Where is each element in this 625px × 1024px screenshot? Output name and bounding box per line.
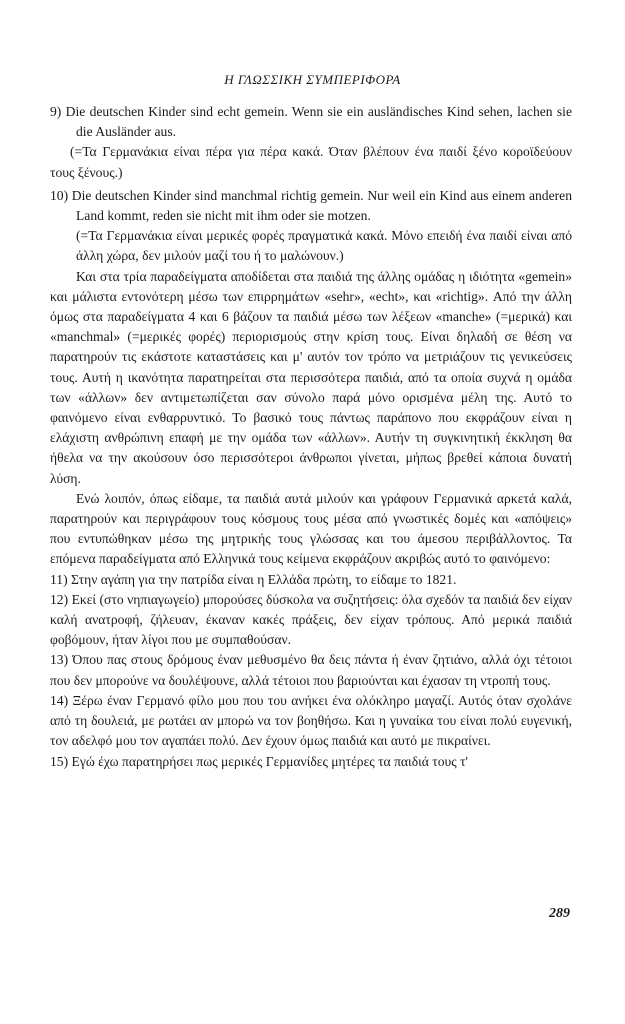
example-13: 13) Όπου πας στους δρόμους έναν μεθυσμένο θα δεις πάντα ή έναν ζητιάνο, αλλά όχι τέτοιοι που δεν μπορούνε να δουλέψουνε, αλλά τέτοιοι που βαριούνται και έχασαν τη ντροπή τους. [50,652,572,688]
running-head: Η ΓΛΩΣΣΙΚΗ ΣΥΜΠΕΡΙΦΟΡΑ [224,72,401,87]
example-14: 14) Ξέρω έναν Γερμανό φίλο μου που του ανήκει ένα ολόκληρο μαγαζί. Αυτός όταν σχολάνε από τη δουλειά, με ρωτάει αν μπορώ να τον βοηθήσω. Και η γυναίκα του είναι πολύ ευγενική, τον αδελφό μου τον αγαπάει πολύ. Δεν έχουν όμως παιδιά και αυτό με πικραίνει. [50,692,572,749]
example-10-german: 10) Die deutschen Kinder sind manchmal richtig gemein. Nur weil ein Kind aus einem anderen Land kommt, reden sie nicht mit ihm oder sie motzen. [50,187,572,224]
example-15: 15) Εγώ έχω παρατηρήσει πως μερικές Γερμανίδες μητέρες τα παιδιά τους τ' [50,753,468,769]
example-9-translation: (=Τα Γερμανάκια είναι πέρα για πέρα κακά. Όταν βλέπουν ένα παιδί ξένο κοροϊδεύουν τους ξένους.) [50,144,572,180]
page-number: 289 [549,906,570,921]
example-9-german: 9) Die deutschen Kinder sind echt gemein. Wenn sie ein ausländisches Kind sehen, lachen sie die Ausländer aus. [50,104,572,140]
paragraph-introduction: Ενώ λοιπόν, όπως είδαμε, τα παιδιά αυτά μιλούν και γράφουν Γερμανικά αρκετά καλά, παρατηρούν και περιγράφουν τους κόσμους τους μέσα από γνωστικές δομές και «απόψεις» που εντυπώθηκαν μέσω της μητρικής τους γλώσσας και του άμεσου περιβάλλοντος. Τα επόμενα παραδείγματα από Ελληνικά τους κείμενα εκφράζουν ακριβώς αυτό το φαινόμενο: [50,490,572,567]
example-12: 12) Εκεί (στο νηπιαγωγείο) μπορούσες δύσκολα να συζητήσεις: όλα σχεδόν τα παιδιά δεν είχαν καλή ανατροφή, ζήλευαν, έκαναν κακές πράξεις, δεν είχαν τρόπους. Από μερικά παιδιά φοβόμουν, ήταν λίγοι που με συμπαθούσαν. [50,591,572,648]
body-text [50,102,572,772]
paragraph-analysis: Και στα τρία παραδείγματα αποδίδεται στα παιδιά της άλλης ομάδας η ιδιότητα «gemein» και μάλιστα εντονότερη μέσω των επιρρημάτων «sehr», «echt», και «richtig». Από την άλλη όμως στα παραδείγματα 4 και 6 βάζουν τα παιδιά μέσω των λέξεων «manche» (=μερικά) και «manchmal» (=μερικές φορές) περιορισμούς στην κρίση τους. Είναι δηλαδή σε θέση να παρατηρούν τις εκάστοτε καταστάσεις και μ' αυτόν τον τρόπο να μετριάζουν τις γενικεύσεις τους. Αυτή η ικανότητα παρατηρείται στα περισσότερα παιδιά, από τα οποία συχνά η ομάδα των «άλλων» δεν αντιμετωπίζεται σαν σύνολο παρά μόνο ορισμένα μέλη της. Αυτό το φαινόμενο είναι ενθαρρυντικό. Το βασικό τους πάντως παράπονο που εκφράζουν είναι η ελάχιστη ανθρώπινη επαφή με την ομάδα των «άλλων». Αυτήν τη συγκινητική έκκληση θα ήθελα να την ακούσουν όσο περισσότεροι άνθρωποι γίνεται, μήπως βρεθεί κάποια δυνατή λύση. [50,268,572,486]
example-11: 11) Στην αγάπη για την πατρίδα είναι η Ελλάδα πρώτη, το είδαμε το 1821. [50,571,457,587]
example-10-translation: (=Τα Γερμανάκια είναι μερικές φορές πραγματικά κακά. Μόνο επειδή ένα παιδί είναι από άλλη χώρα, δεν μιλούν μαζί του ή το μαλώνουν.) [76,228,572,264]
